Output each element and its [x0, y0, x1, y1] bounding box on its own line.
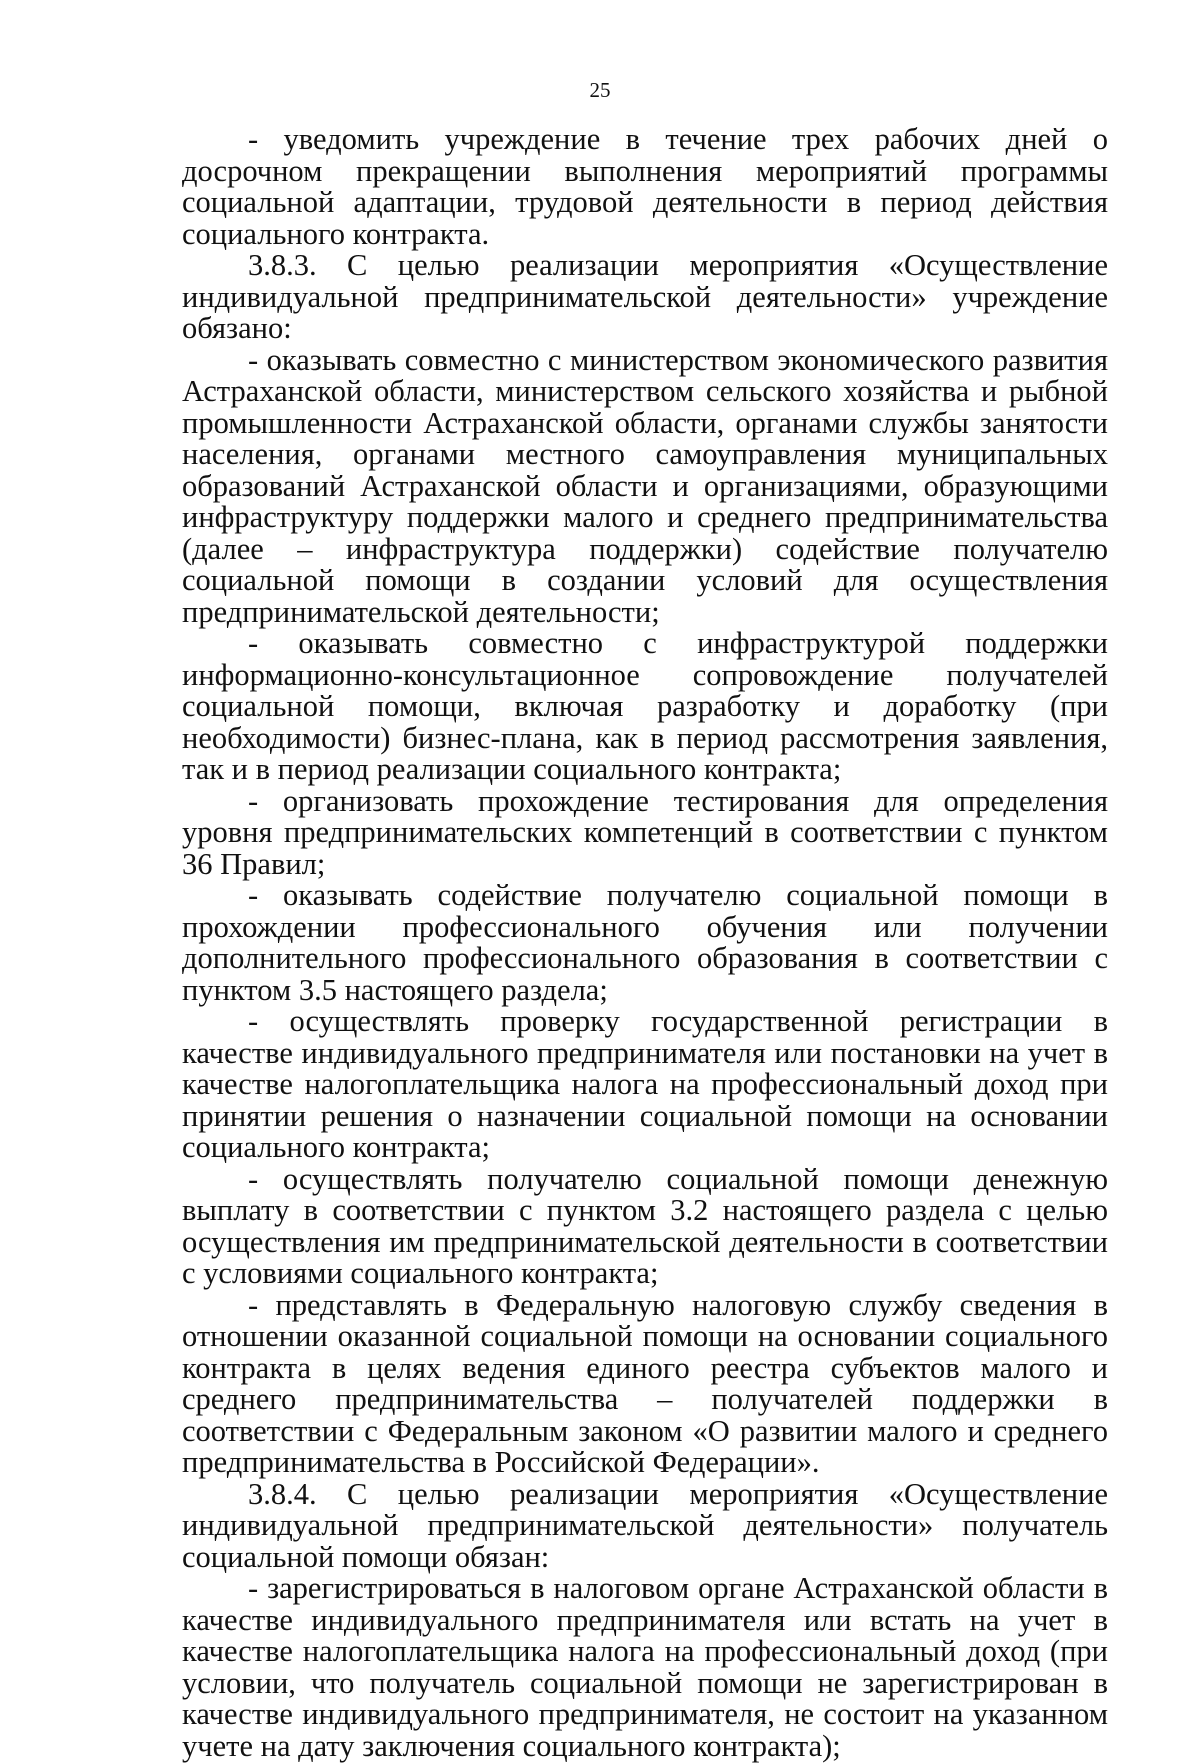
- paragraph-registration-check: - осуществлять проверку государственной регистрации в качестве индивидуального предпринимателя или постановки на учет в качестве налогоплательщика налога на профессиональный доход при принятии решения о назначении социальной помощи на основании социального контракта;: [182, 1004, 1108, 1164]
- paragraph-register-tax: - зарегистрироваться в налоговом органе Астраханской области в качестве индивидуального предпринимателя или встать на учет в качестве налогоплательщика налога на профессиональный доход (при условии, что получатель социальной помощи не зарегистрирован в качестве индивидуального предпринимателя, не состоит на указанном учете на дату заключения социального контракта);: [182, 1571, 1108, 1763]
- paragraph-section-3-8-3: 3.8.3. С целью реализации мероприятия «Осуществление индивидуальной предпринимательской деятельности» учреждение обязано:: [182, 248, 1108, 345]
- paragraph-tax-service-report: - представлять в Федеральную налоговую службу сведения в отношении оказанной социальной помощи на основании социального контракта в целях ведения единого реестра субъектов малого и среднего предпринимательства – получателей поддержки в соответствии с Федеральным законом «О развитии малого и среднего предпринимательства в Российской Федерации».: [182, 1287, 1108, 1479]
- paragraph-cash-payment: - осуществлять получателю социальной помощи денежную выплату в соответствии с пунктом 3.2 настоящего раздела с целью осуществления им предпринимательской деятельности в соответствии с условиями социального контракта;: [182, 1161, 1108, 1290]
- paragraph-notify-early-termination: - уведомить учреждение в течение трех рабочих дней о досрочном прекращении выполнения мероприятий программы социальной адаптации, трудовой деятельности в период действия социального контракта.: [182, 122, 1108, 251]
- page-number: 25: [589, 78, 611, 102]
- paragraph-consulting-support: - оказывать совместно с инфраструктурой поддержки информационно-консультационное сопровождение получателей социальной помощи, включая разработку и доработку (при необходимости) бизнес-плана, как в период рассмотрения заявления, так и в период реализации социального контракта;: [182, 626, 1108, 786]
- paragraph-assist-conditions: - оказывать совместно с министерством экономического развития Астраханской области, министерством сельского хозяйства и рыбной промышленности Астраханской области, органами службы занятости населения, органами местного самоуправления муниципальных образований Астраханской области и организациями, образующими инфраструктуру поддержки малого и среднего предпринимательства (далее – инфраструктура поддержки) содействие получателю социальной помощи в создании условий для осуществления предпринимательской деятельности;: [182, 342, 1108, 629]
- paragraph-testing: - организовать прохождение тестирования для определения уровня предпринимательских компетенций в соответствии с пунктом 36 Правил;: [182, 783, 1108, 881]
- paragraph-section-3-8-4: 3.8.4. С целью реализации мероприятия «Осуществление индивидуальной предпринимательской деятельности» получатель социальной помощи обязан:: [182, 1476, 1108, 1574]
- document-body: [182, 124, 1108, 1762]
- paragraph-training: - оказывать содействие получателю социальной помощи в прохождении профессионального обучения или получении дополнительного профессионального образования в соответствии с пунктом 3.5 настоящего раздела;: [182, 878, 1108, 1007]
